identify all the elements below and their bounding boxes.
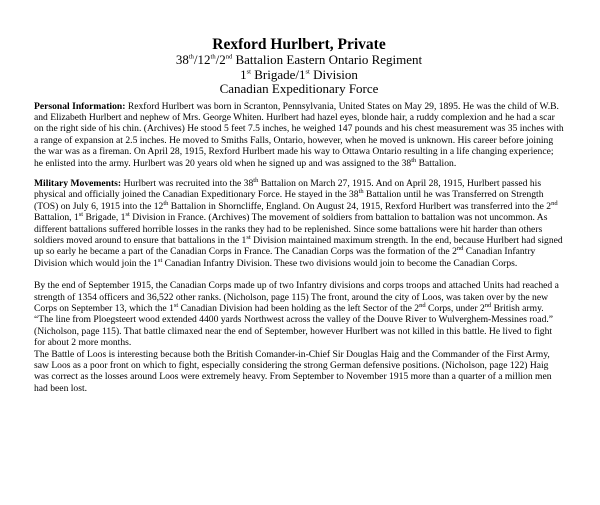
ordinal-suffix: nd bbox=[551, 199, 558, 207]
september-paragraph: By the end of September 1915, the Canadian Corps made up of two Infantry divisions and corps troops and attached Units had reached a strength of 1354 officers and 36,522 other ranks. (Nicholson, page 115) The front, around the city of Loos, was taken over by the new Corps on September 13, which the 1st Canadian Division had been holding as the left Sector of the 2nd Corps, under 2nd British army. “The line from Ploegsteert wood extended 4400 yards Northwest across the valley of the Douve River to Wulverghem-Messines road.” (Nicholson, page 115). That battle climaxed near the end of September, however Hurlbert was not killed in this battle. He lived to fight for about 2 more months. bbox=[34, 280, 559, 349]
ordinal-suffix: nd bbox=[456, 245, 464, 253]
ordinal-suffix: st bbox=[157, 256, 163, 264]
brigade-line: 1st Brigade/1st Division bbox=[240, 66, 358, 82]
military-movements-text: Hurlbert was recruited into the 38th Battalion on March 27, 1915. And on April 28, 1915, Hurlbert passed his physical and officially joined the Canadian Expeditionary Force. He stayed in the 38th Battalion until he was Transferred on Strength (TOS) on July 6, 1915 into the 12th Battalion in Shorncliffe, England. On August 24, 1915, Rexford Hurlbert was transferred into the 2nd Battalion, 1st Brigade, 1st Division in France. (Archives) The movement of soldiers from battalion to battalion was not uncommon. As different battalions suffered horrible losses in the ranks they had to be replenished. Since some battalions were hit harder than others soldiers moved around to ensure that battalions in the 1st Division maintained maximum strength. In the end, because Hurlbert had signed up so early he became a part of the Canadian Corps in France. The Canadian Corps was the formation of the 2nd Canadian Infantry Division which would join the 1st Canadian Infantry Division. These two divisions would join to become the Canadian Corps. bbox=[34, 176, 563, 269]
ordinal-suffix: st bbox=[246, 68, 251, 76]
ordinal-suffix: st bbox=[78, 210, 84, 218]
ordinal-suffix: th bbox=[253, 176, 259, 184]
ordinal-suffix: th bbox=[358, 188, 364, 196]
ordinal-suffix: th bbox=[210, 53, 216, 61]
ordinal-suffix: th bbox=[411, 156, 417, 164]
ordinal-suffix: th bbox=[188, 53, 194, 61]
document-title: Rexford Hurlbert, Private bbox=[212, 36, 386, 53]
battle-of-loos-paragraph: The Battle of Loos is interesting because both the British Comander-in-Chief Sir Douglas Haig and the Commander of the First Army, saw Loos as a poor front on which to fight, especially considering the strong German defensive positions. (Nicholson, page 122) Haig was correct as the losses around Loos were extremely heavy. From September to November 1915 more than a quarter of a million men had been lost. bbox=[34, 348, 552, 394]
ordinal-suffix: st bbox=[246, 233, 251, 241]
force-line: Canadian Expeditionary Force bbox=[219, 81, 379, 96]
ordinal-suffix: nd bbox=[419, 301, 426, 309]
personal-information-paragraph bbox=[34, 101, 564, 169]
battalion-line: 38th/12th/2nd Battalion Eastern Ontario Regiment bbox=[175, 52, 423, 67]
ordinal-suffix: nd bbox=[225, 53, 233, 61]
military-movements-paragraph bbox=[34, 178, 564, 269]
ordinal-suffix: th bbox=[163, 199, 169, 207]
ordinal-suffix: st bbox=[125, 210, 130, 218]
personal-information-heading: Personal Information: bbox=[34, 100, 126, 112]
personal-information-text: Rexford Hurlbert was born in Scranton, Pennsylvania, United States on May 29, 1895. He was the child of W.B. and Elizabeth Hurlbert and nephew of Mrs. George Whiten. Hurlbert had hazel eyes, blonde hair, a ruddy complexion and he had a scar on the right side of his chin. (Archives) He stood 5 feet 7.5 inches, he weighed 147 pounds and his chest measurement was 35 inches with a range of expansion at 2.5 inches. He moved to Smiths Falls, Ontario, however, when he moved is unknown. His career before joining the war was as a fireman. On April 28, 1915, Rexford Hurlbert made his way to Ottawa Ontario resulting in a life changing experience; he enlisted into the army. Hurlbert was 20 years old when he signed up and was assigned to the 38th Battalion. bbox=[34, 100, 564, 169]
ordinal-suffix: nd bbox=[484, 301, 492, 309]
ordinal-suffix: st bbox=[173, 301, 179, 309]
ordinal-suffix: st bbox=[305, 68, 310, 76]
military-movements-heading: Military Movements: bbox=[34, 177, 122, 189]
